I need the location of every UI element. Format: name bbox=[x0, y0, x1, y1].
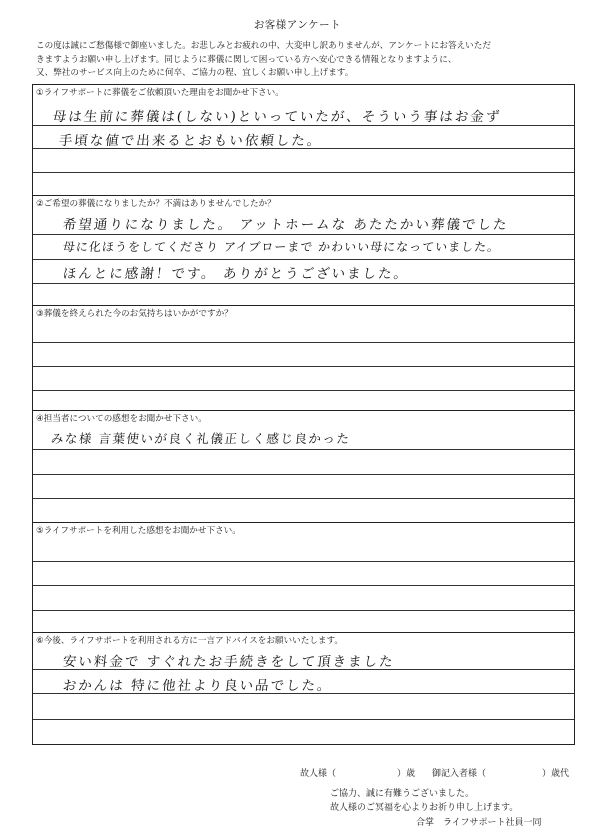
intro-line: 又、弊社のサービス向上のために何卒、ご協力の程、宜しくお願い申し上げます。 bbox=[36, 68, 354, 78]
prayer-text: 故人様のご冥福を心よりお祈り申し上げます。 bbox=[330, 803, 519, 813]
answer-line bbox=[33, 172, 574, 173]
survey-title: お客様アンケート bbox=[253, 19, 342, 31]
deceased-age-label: ）歳 bbox=[397, 769, 416, 779]
question-1: ①ライフサポートに葬儀をご依頼頂いた理由をお聞かせ下さい。 bbox=[36, 88, 284, 98]
section-satisfaction bbox=[32, 195, 575, 305]
answer-line bbox=[33, 498, 574, 499]
thanks-text: ご協力、誠に有難うございました。 bbox=[330, 789, 475, 799]
answer-line bbox=[33, 125, 574, 126]
handwritten-answer: 手頃な値で出来るとおもい依頼した。 bbox=[57, 133, 324, 149]
handwritten-answer: ほんとに感謝！です。 ありがとうございました。 bbox=[61, 266, 410, 282]
question-6: ⑥今後、ライフサポートを利用される方に一言アドバイスをお願いいたします。 bbox=[36, 636, 344, 646]
writer-label: 御記入者様（ bbox=[432, 769, 487, 779]
question-2: ②ご希望の葬儀になりましたか？不満はありませんでしたか？ bbox=[36, 199, 276, 209]
answer-line bbox=[33, 585, 574, 586]
handwritten-answer: 母は生前に葬儀は(しない)といっていたが、そういう事はお金ず bbox=[51, 109, 503, 125]
answer-line bbox=[33, 610, 574, 611]
answer-line bbox=[33, 283, 574, 284]
handwritten-answer: 安い料金で すぐれたお手続きをして頂きました bbox=[61, 654, 396, 670]
answer-line bbox=[33, 259, 574, 260]
form-bottom-border bbox=[32, 744, 575, 745]
signature-text: 合掌 ライフサポート社員一同 bbox=[416, 818, 542, 828]
section-advice bbox=[32, 632, 575, 744]
intro-line: この度は誠にご愁傷様で御座いました。お悲しみとお疲れの中、大変申し訳ありませんが、アンケートにお答えいただ bbox=[36, 41, 491, 51]
answer-line bbox=[33, 474, 574, 475]
question-3: ③葬儀を終えられた今のお気持ちはいかがですか？ bbox=[36, 309, 233, 319]
answer-line bbox=[33, 719, 574, 720]
answer-line bbox=[33, 449, 574, 450]
handwritten-answer: 母に化ほうをしてくださり アイブローまで かわいい母になっていました。 bbox=[62, 240, 501, 254]
handwritten-answer: おかんは 特に他社より良い品でした。 bbox=[61, 678, 334, 694]
intro-text bbox=[36, 40, 576, 81]
question-5: ⑤ライフサポートを利用した感想をお聞かせ下さい。 bbox=[36, 526, 241, 536]
deceased-label: 故人様（ bbox=[300, 769, 337, 779]
section-feelings bbox=[32, 305, 575, 410]
handwritten-answer: みな様 言葉使いが良く礼儀正しく感じ良かった bbox=[50, 431, 352, 446]
writer-age-label: ）歳代 bbox=[542, 769, 570, 779]
section-staff bbox=[32, 410, 575, 522]
question-4: ④担当者についての感想をお聞かせ下さい。 bbox=[36, 414, 207, 424]
answer-line bbox=[33, 366, 574, 367]
handwritten-answer: 希望通りになりました。 アットホームな あたたかい葬儀でした bbox=[61, 217, 510, 233]
answer-line bbox=[33, 390, 574, 391]
answer-line bbox=[33, 342, 574, 343]
intro-line: きますようお願い申し上げます。同じように葬儀に関して困っている方へ安心できる情報となりますように、 bbox=[36, 54, 457, 65]
answer-line bbox=[33, 234, 574, 235]
section-reason bbox=[32, 84, 575, 200]
answer-line bbox=[33, 561, 574, 562]
section-experience bbox=[32, 522, 575, 632]
